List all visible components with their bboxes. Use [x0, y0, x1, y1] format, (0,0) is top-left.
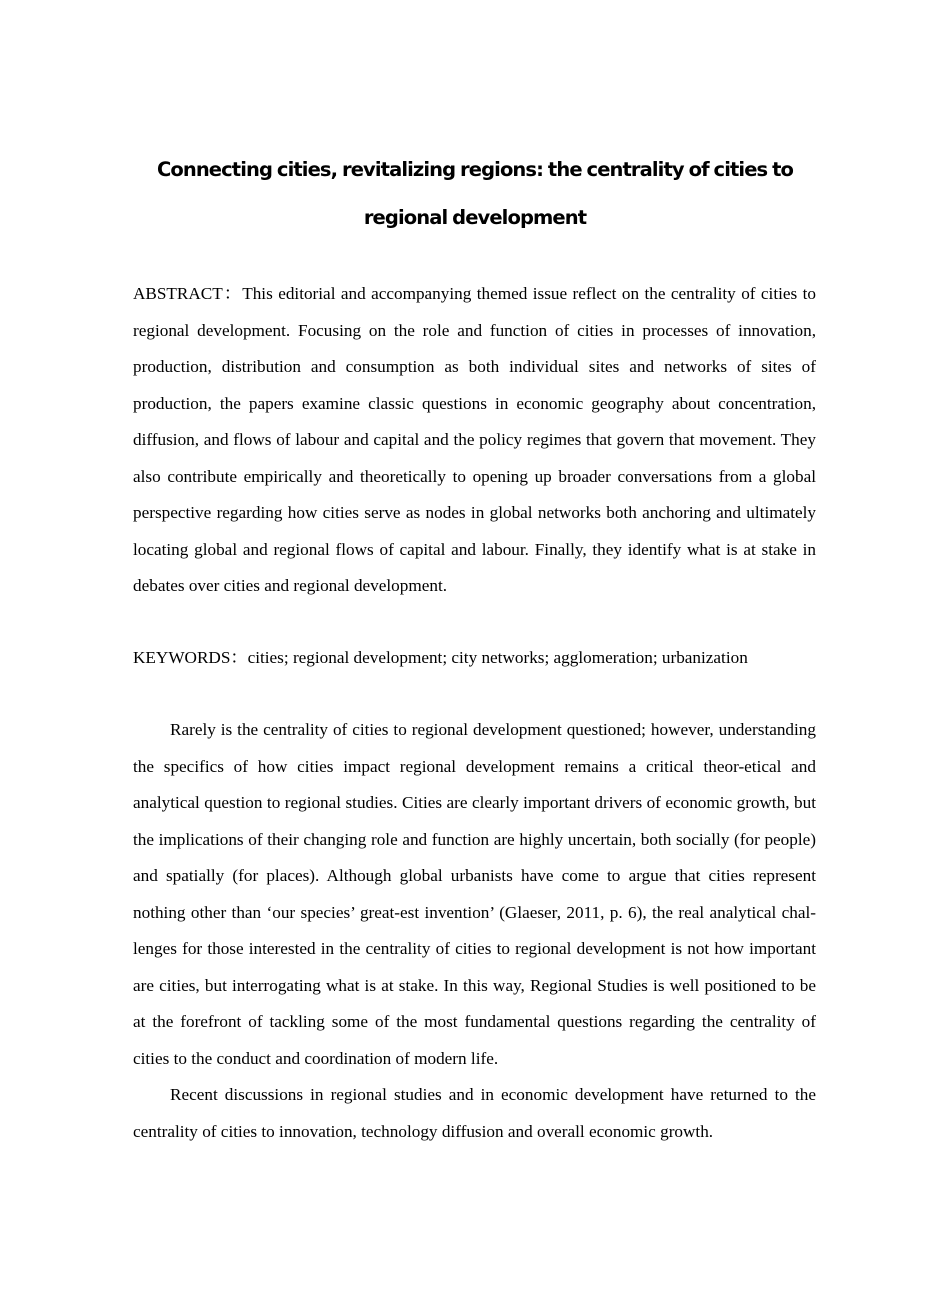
abstract-label: ABSTRACT：: [133, 284, 243, 303]
abstract-text: This editorial and accompanying themed issue reflect on the centrality of cities to regional development. Focusing on the role and function of cities in processes of innovation, production, distribution and consumption as both individual sites and networks of sites of production, the papers examine classic questions in economic geography about concentration, diffusion, and flows of labour and capital and the policy regimes that govern that movement. They also contribute empirically and theoretically to opening up broader conversations from a global perspective regarding how cities serve as nodes in global networks both anchoring and ultimately locating global and regional flows of capital and labour. Finally, they identify what is at stake in debates over cities and regional development.: [133, 284, 816, 595]
keywords-label: KEYWORDS：: [133, 648, 248, 667]
main-text: [133, 712, 816, 1150]
keywords-text: cities; regional development; city networks; agglomeration; urbanization: [247, 648, 748, 667]
abstract: [133, 276, 816, 605]
keywords: [133, 640, 816, 677]
body-paragraph-2: Recent discussions in regional studies and in economic development have returned to the centrality of cities to innovation, technology diffusion and overall economic growth.: [133, 1085, 816, 1141]
body-paragraph-1: Rarely is the centrality of cities to regional development questioned; however, understanding the specifics of how cities impact regional development remains a critical theor-etical and analytical question to regional studies. Cities are clearly important drivers of economic growth, but the implications of their changing role and function are highly uncertain, both socially (for people) and spatially (for places). Although global urbanists have come to argue that cities represent nothing other than ‘our species’ great-est invention’ (Glaeser, 2011, p. 6), the real analytical chal-lenges for those interested in the centrality of cities to regional development is not how important are cities, but interrogating what is at stake. In this way, Regional Studies is well positioned to be at the forefront of tackling some of the most fundamental questions regarding the centrality of cities to the conduct and coordination of modern life.: [133, 720, 816, 1068]
paper-title: Connecting cities, revitalizing regions: the centrality of cities to regional development: [156, 158, 794, 229]
